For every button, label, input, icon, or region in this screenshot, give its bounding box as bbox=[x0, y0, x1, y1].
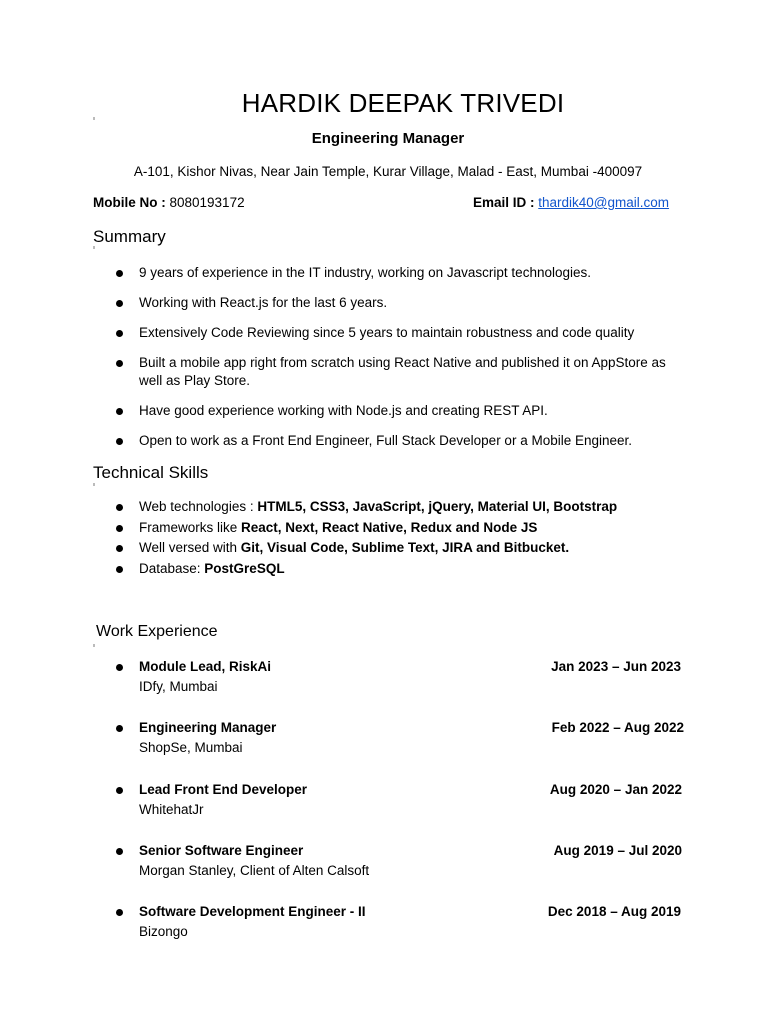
section-marker bbox=[93, 483, 95, 486]
mobile-field bbox=[93, 195, 245, 210]
summary-item-text: 9 years of experience in the IT industry, working on Javascript technologies. bbox=[139, 265, 591, 280]
job-company: WhitehatJr bbox=[139, 802, 204, 817]
skill-values: React, Next, React Native, Redux and Node JS bbox=[241, 519, 538, 535]
skill-prefix: Database: bbox=[139, 560, 205, 576]
skill-item bbox=[0, 519, 679, 537]
skill-values: PostGreSQL bbox=[204, 560, 285, 576]
job-dates: Aug 2020 – Jan 2022 bbox=[549, 782, 682, 797]
mobile-value: 8080193172 bbox=[169, 195, 245, 210]
mobile-label: Mobile No : bbox=[93, 195, 170, 210]
bullet-icon bbox=[116, 360, 123, 367]
candidate-role: Engineering Manager bbox=[311, 130, 465, 147]
summary-item-text: Working with React.js for the last 6 years. bbox=[139, 295, 388, 310]
summary-item bbox=[0, 432, 679, 450]
skill-item bbox=[0, 539, 679, 557]
summary-item-text: Have good experience working with Node.js and creating REST API. bbox=[139, 403, 548, 418]
bullet-icon bbox=[116, 438, 123, 445]
skills-heading: Technical Skills bbox=[93, 463, 209, 482]
summary-item bbox=[0, 264, 679, 282]
summary-item bbox=[0, 402, 679, 420]
skill-prefix: Frameworks like bbox=[139, 519, 242, 535]
bullet-icon bbox=[116, 664, 123, 671]
job-company: IDfy, Mumbai bbox=[139, 679, 218, 694]
section-marker bbox=[93, 644, 95, 647]
candidate-address: A-101, Kishor Nivas, Near Jain Temple, Kurar Village, Malad - East, Mumbai -400097 bbox=[133, 164, 643, 179]
job-company: Morgan Stanley, Client of Alten Calsoft bbox=[139, 863, 370, 878]
summary-item bbox=[0, 324, 679, 342]
skill-prefix: Web technologies : bbox=[139, 499, 258, 514]
email-field bbox=[473, 195, 669, 210]
job-title: Engineering Manager bbox=[139, 720, 277, 735]
bullet-icon bbox=[116, 504, 123, 511]
job-title: Module Lead, RiskAi bbox=[139, 659, 272, 674]
skill-values: HTML5, CSS3, JavaScript, jQuery, Material UI, Bootstrap bbox=[257, 499, 618, 514]
job-dates: Dec 2018 – Aug 2019 bbox=[547, 904, 681, 919]
bullet-icon bbox=[116, 270, 123, 277]
job-entry bbox=[0, 904, 768, 948]
summary-item-text: Extensively Code Reviewing since 5 years to maintain robustness and code quality bbox=[139, 325, 635, 340]
section-marker bbox=[93, 246, 95, 249]
email-label: Email ID : bbox=[473, 195, 539, 210]
skill-prefix: Well versed with bbox=[139, 540, 241, 555]
summary-item bbox=[0, 354, 679, 390]
summary-item-text: Built a mobile app right from scratch using React Native and published it on AppStore as well as Play Store. bbox=[139, 355, 666, 388]
bullet-icon bbox=[116, 787, 123, 794]
job-entry bbox=[0, 843, 768, 887]
job-dates: Jan 2023 – Jun 2023 bbox=[551, 659, 681, 674]
job-entry bbox=[0, 659, 768, 703]
skill-item bbox=[0, 498, 679, 516]
bullet-icon bbox=[116, 300, 123, 307]
job-entry bbox=[0, 720, 768, 764]
summary-item-text: Open to work as a Front End Engineer, Full Stack Developer or a Mobile Engineer. bbox=[139, 433, 633, 448]
job-company: ShopSe, Mumbai bbox=[139, 740, 243, 755]
job-title: Lead Front End Developer bbox=[139, 782, 308, 797]
skill-values: Git, Visual Code, Sublime Text, JIRA and Bitbucket. bbox=[240, 540, 570, 555]
summary-list bbox=[0, 264, 768, 462]
bullet-icon bbox=[116, 525, 123, 532]
bullet-icon bbox=[116, 909, 123, 916]
job-entry bbox=[0, 782, 768, 826]
job-title: Software Development Engineer - II bbox=[139, 904, 366, 919]
bullet-icon bbox=[116, 330, 123, 337]
email-link[interactable]: thardik40@gmail.com bbox=[538, 195, 670, 210]
bullet-icon bbox=[116, 725, 123, 732]
bullet-icon bbox=[116, 545, 123, 552]
bullet-icon bbox=[116, 408, 123, 415]
candidate-name: HARDIK DEEPAK TRIVEDI bbox=[241, 88, 565, 118]
job-company: Bizongo bbox=[139, 924, 188, 939]
bullet-icon bbox=[116, 848, 123, 855]
job-title: Senior Software Engineer bbox=[139, 843, 304, 858]
bullet-icon bbox=[116, 566, 123, 573]
job-dates: Aug 2019 – Jul 2020 bbox=[553, 843, 682, 858]
summary-item bbox=[0, 294, 679, 312]
job-dates: Feb 2022 – Aug 2022 bbox=[551, 720, 684, 735]
skills-list bbox=[0, 498, 768, 580]
experience-heading: Work Experience bbox=[96, 623, 218, 640]
skill-item bbox=[0, 560, 679, 578]
summary-heading: Summary bbox=[93, 227, 166, 246]
